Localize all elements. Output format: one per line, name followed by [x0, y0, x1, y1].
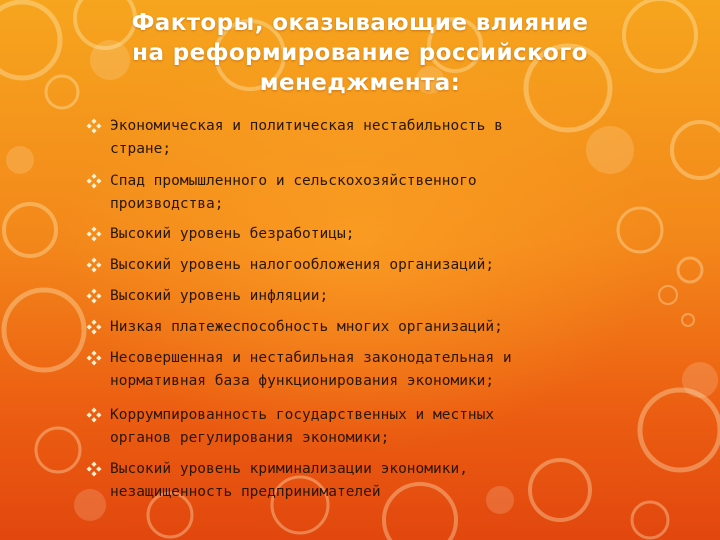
factor-text: Коррумпированность государственных и местных органов регулирования экономики; — [110, 407, 495, 446]
factor-text: Несовершенная и нестабильная законодательная и нормативная база функционирования экономики; — [110, 350, 512, 389]
slide-title — [60, 8, 660, 98]
factor-text: Высокий уровень налогообложения организаций; — [110, 257, 495, 273]
factor-text: Высокий уровень безработицы; — [110, 226, 355, 242]
diamond-bullet-icon — [86, 226, 102, 242]
factor-text: Спад промышленного и сельскохозяйственного производства; — [110, 173, 477, 212]
title-line-3: менеджмента: — [259, 70, 461, 96]
diamond-bullet-icon — [86, 173, 102, 189]
factor-text: Высокий уровень инфляции; — [110, 288, 329, 304]
diamond-bullet-icon — [86, 407, 102, 423]
diamond-bullet-icon — [86, 257, 102, 273]
factor-text: Высокий уровень криминализации экономики, незащищенность предпринимателей — [110, 461, 468, 500]
diamond-bullet-icon — [86, 118, 102, 134]
factor-text: Экономическая и политическая нестабильность в стране; — [110, 118, 503, 157]
title-line-2: на реформирование российского — [132, 40, 588, 66]
factor-text: Низкая платежеспособность многих организаций; — [110, 319, 503, 335]
diamond-bullet-icon — [86, 288, 102, 304]
diamond-bullet-icon — [86, 319, 102, 335]
diamond-bullet-icon — [86, 350, 102, 366]
diamond-bullet-icon — [86, 461, 102, 477]
title-line-1: Факторы, оказывающие влияние — [131, 10, 589, 36]
